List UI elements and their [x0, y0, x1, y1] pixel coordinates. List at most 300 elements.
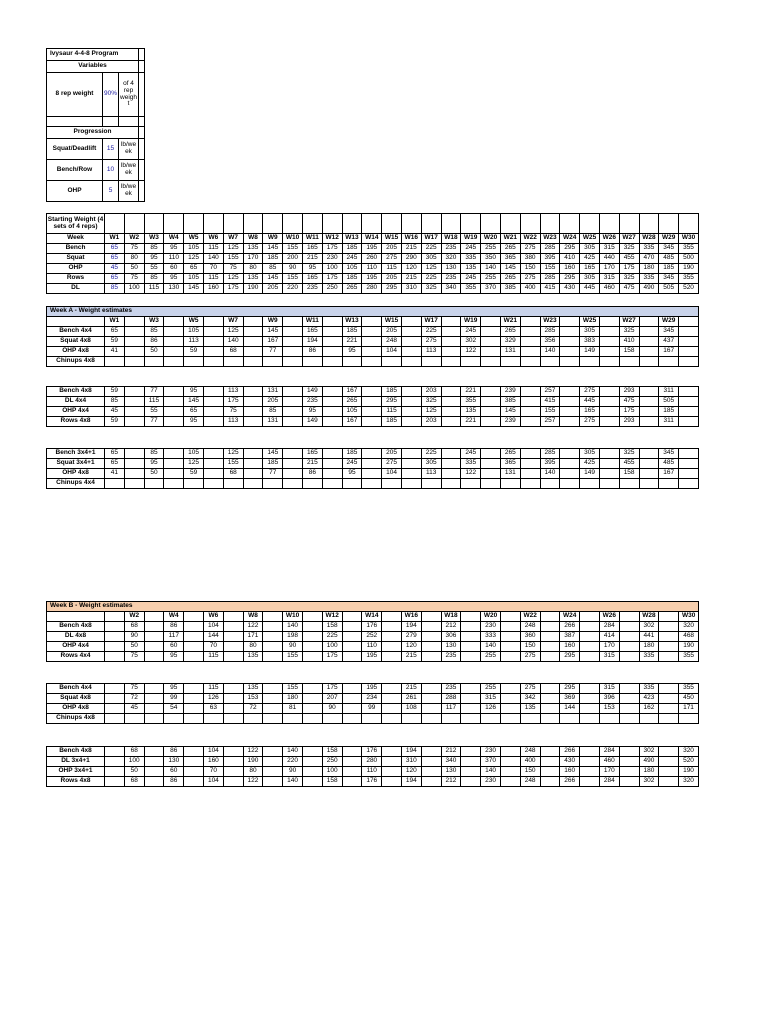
progression-unit: lb/we ek: [119, 139, 139, 160]
weight-cell: [619, 479, 639, 489]
week-header: W18: [441, 612, 461, 622]
starting-weight-cell[interactable]: 65: [105, 244, 125, 254]
weight-cell: 140: [203, 254, 223, 264]
weight-cell: 113: [184, 337, 204, 347]
week-header: W26: [599, 612, 619, 622]
weight-cell: 325: [619, 274, 639, 284]
week-header: W8: [243, 234, 263, 244]
estimate-row: [47, 407, 699, 417]
weight-cell: 155: [223, 254, 243, 264]
weight-cell: 170: [599, 642, 619, 652]
week-header: W12: [322, 234, 342, 244]
weight-cell: 302: [639, 622, 659, 632]
weight-cell: 60: [164, 264, 184, 274]
weight-cell: 99: [164, 694, 184, 704]
weight-cell: 170: [599, 264, 619, 274]
weight-cell: 75: [223, 407, 243, 417]
eight-rep-value[interactable]: 90%: [103, 73, 119, 117]
weight-cell: 293: [619, 387, 639, 397]
week-header: W27: [619, 234, 639, 244]
weight-cell: 284: [599, 622, 619, 632]
weight-cell: 335: [461, 459, 481, 469]
weight-cell: 100: [124, 284, 144, 294]
weight-cell: [184, 479, 204, 489]
weight-cell: 110: [362, 642, 382, 652]
week-b-table-2: [46, 683, 699, 724]
weight-cell: 45: [124, 704, 144, 714]
weight-cell: 350: [481, 254, 501, 264]
weight-cell: 100: [322, 767, 342, 777]
weight-cell: 130: [164, 757, 184, 767]
weight-cell: 302: [639, 747, 659, 757]
weight-cell: 75: [124, 244, 144, 254]
weight-cell: 175: [223, 284, 243, 294]
starting-weight-cell[interactable]: 85: [105, 284, 125, 294]
weight-cell: 110: [362, 767, 382, 777]
weight-cell: 155: [283, 244, 303, 254]
week-b-table-1: [46, 601, 699, 662]
weight-cell: 203: [421, 387, 441, 397]
weight-cell: 265: [500, 449, 520, 459]
week-header: W17: [421, 317, 441, 327]
weight-cell: 185: [342, 274, 362, 284]
weight-cell: 235: [441, 652, 461, 662]
lift-label: DL: [47, 284, 105, 294]
weight-cell: 239: [500, 387, 520, 397]
weight-cell: 468: [679, 632, 699, 642]
weight-cell: 95: [342, 469, 362, 479]
week-header: W5: [184, 317, 204, 327]
weight-cell: 342: [520, 694, 540, 704]
weight-cell: 122: [461, 469, 481, 479]
weight-cell: 170: [243, 254, 263, 264]
weight-cell: 85: [144, 274, 164, 284]
weight-cell: 365: [500, 459, 520, 469]
progression-value[interactable]: 5: [103, 181, 119, 202]
weight-cell: 345: [659, 449, 679, 459]
weight-cell: 175: [223, 397, 243, 407]
weight-cell: 230: [481, 622, 501, 632]
exercise-label: DL 4x8: [47, 632, 105, 642]
weight-cell: 185: [382, 417, 402, 427]
weight-cell: [421, 357, 441, 367]
estimate-row: [47, 337, 699, 347]
weight-cell: 81: [283, 704, 303, 714]
weight-cell: 225: [421, 244, 441, 254]
weight-cell: 125: [184, 459, 204, 469]
exercise-label: OHP 4x4: [47, 407, 105, 417]
weight-cell: 325: [619, 244, 639, 254]
week-header: W22: [520, 612, 540, 622]
weight-cell: 59: [184, 347, 204, 357]
weight-cell: 293: [619, 417, 639, 427]
weight-cell: 325: [619, 327, 639, 337]
weight-cell: 50: [144, 347, 164, 357]
weight-cell: 220: [283, 757, 303, 767]
weight-cell: 284: [599, 747, 619, 757]
weight-cell: 144: [560, 704, 580, 714]
weight-cell: 340: [441, 757, 461, 767]
weight-cell: 41: [105, 347, 125, 357]
weight-cell: [263, 479, 283, 489]
estimate-row: [47, 479, 699, 489]
weight-cell: [144, 357, 164, 367]
weight-cell: 59: [184, 469, 204, 479]
weight-cell: 145: [184, 397, 204, 407]
weight-cell: 167: [342, 417, 362, 427]
estimate-row: [47, 357, 699, 367]
weight-cell: [520, 714, 540, 724]
estimate-row: [47, 397, 699, 407]
weight-cell: 215: [401, 244, 421, 254]
weight-cell: 255: [481, 244, 501, 254]
weight-cell: 280: [362, 284, 382, 294]
weight-cell: 333: [481, 632, 501, 642]
weight-cell: 145: [263, 244, 283, 254]
weight-cell: 126: [481, 704, 501, 714]
weight-cell: 122: [243, 777, 263, 787]
weight-cell: 234: [362, 694, 382, 704]
weight-cell: 131: [263, 387, 283, 397]
weight-cell: 145: [184, 284, 204, 294]
weight-cell: 165: [302, 327, 322, 337]
weight-cell: 104: [382, 469, 402, 479]
weight-cell: 158: [619, 347, 639, 357]
weight-cell: 225: [421, 449, 441, 459]
weight-cell: 288: [441, 694, 461, 704]
weight-cell: 215: [401, 684, 421, 694]
weight-cell: 175: [322, 244, 342, 254]
weight-cell: 245: [461, 327, 481, 337]
weight-cell: 295: [560, 652, 580, 662]
weight-cell: 77: [144, 387, 164, 397]
weight-cell: 306: [441, 632, 461, 642]
progression-row: [47, 181, 145, 202]
week-header: W25: [580, 234, 600, 244]
weight-cell: 131: [500, 347, 520, 357]
weight-cell: 59: [105, 337, 125, 347]
weight-cell: 171: [679, 704, 699, 714]
week-header: W20: [481, 234, 501, 244]
weight-cell: 158: [619, 469, 639, 479]
estimate-row: [47, 632, 699, 642]
weight-cell: 150: [520, 642, 540, 652]
weight-cell: 77: [263, 469, 283, 479]
weight-cell: 167: [659, 469, 679, 479]
weight-cell: 145: [263, 449, 283, 459]
weight-cell: [223, 357, 243, 367]
starting-title-row: [47, 214, 699, 234]
weight-cell: 260: [362, 254, 382, 264]
weight-cell: 155: [223, 459, 243, 469]
weight-cell: 360: [520, 632, 540, 642]
weight-cell: 135: [243, 684, 263, 694]
weight-cell: 310: [401, 284, 421, 294]
week-header: W26: [599, 234, 619, 244]
starting-weight-cell[interactable]: 65: [105, 274, 125, 284]
weight-cell: 158: [322, 777, 342, 787]
weight-cell: 490: [639, 284, 659, 294]
weight-cell: 105: [342, 264, 362, 274]
weight-cell: 65: [105, 459, 125, 469]
weight-cell: 295: [560, 274, 580, 284]
exercise-label: Squat 3x4+1: [47, 459, 105, 469]
starting-weight-cell[interactable]: 45: [105, 264, 125, 274]
progression-unit: lb/we ek: [119, 160, 139, 181]
week-header: W15: [382, 317, 402, 327]
weight-cell: 120: [401, 264, 421, 274]
week-header-label: Week: [47, 234, 105, 244]
weight-cell: [540, 357, 560, 367]
week-header: W23: [540, 317, 560, 327]
weight-cell: 155: [540, 407, 560, 417]
weight-cell: 261: [401, 694, 421, 704]
weight-cell: 490: [639, 757, 659, 767]
weight-cell: 385: [500, 397, 520, 407]
weight-cell: 255: [481, 684, 501, 694]
weight-cell: 203: [421, 417, 441, 427]
weight-cell: [659, 357, 679, 367]
weight-cell: 110: [362, 264, 382, 274]
week-header: W19: [461, 234, 481, 244]
week-header: W18: [441, 234, 461, 244]
weight-cell: 385: [500, 284, 520, 294]
weight-cell: 85: [263, 407, 283, 417]
weight-cell: 445: [580, 284, 600, 294]
week-header: W8: [243, 612, 263, 622]
weight-cell: [599, 714, 619, 724]
week-header: W29: [659, 234, 679, 244]
week-header: W9: [263, 317, 283, 327]
weight-cell: [421, 479, 441, 489]
weight-cell: 425: [580, 459, 600, 469]
weight-cell: 110: [164, 254, 184, 264]
weight-cell: 95: [302, 407, 322, 417]
weight-cell: 167: [263, 337, 283, 347]
weight-cell: 60: [164, 642, 184, 652]
weight-cell: 450: [679, 694, 699, 704]
weight-cell: 70: [203, 264, 223, 274]
weight-cell: 265: [500, 327, 520, 337]
weight-cell: 130: [441, 767, 461, 777]
weight-cell: 65: [184, 264, 204, 274]
weight-cell: 86: [302, 469, 322, 479]
weight-cell: 305: [580, 327, 600, 337]
weight-cell: 140: [283, 622, 303, 632]
weight-cell: 387: [560, 632, 580, 642]
weight-cell: 295: [560, 684, 580, 694]
weight-cell: 485: [659, 254, 679, 264]
weight-cell: 205: [263, 284, 283, 294]
weight-cell: 135: [520, 704, 540, 714]
weight-cell: 295: [382, 397, 402, 407]
weight-cell: 50: [124, 642, 144, 652]
weight-cell: 185: [382, 387, 402, 397]
estimate-row: [47, 704, 699, 714]
week-header: W30: [679, 612, 699, 622]
week-header: W2: [124, 612, 144, 622]
weight-cell: 315: [599, 652, 619, 662]
weight-cell: 117: [164, 632, 184, 642]
weight-cell: [401, 714, 421, 724]
weight-cell: 248: [520, 747, 540, 757]
weight-cell: 325: [421, 284, 441, 294]
weight-cell: [124, 714, 144, 724]
exercise-label: OHP 3x4+1: [47, 767, 105, 777]
weight-cell: 104: [382, 347, 402, 357]
weight-cell: 400: [520, 757, 540, 767]
exercise-label: Bench 4x4: [47, 684, 105, 694]
weight-cell: 235: [302, 284, 322, 294]
weight-cell: 345: [659, 327, 679, 337]
estimate-row: [47, 327, 699, 337]
weight-cell: 345: [659, 244, 679, 254]
weight-cell: 280: [362, 757, 382, 767]
weight-cell: 245: [461, 449, 481, 459]
weight-cell: 285: [540, 449, 560, 459]
weight-cell: 212: [441, 747, 461, 757]
weight-cell: 85: [144, 244, 164, 254]
weight-cell: 415: [540, 397, 560, 407]
weight-cell: 370: [481, 757, 501, 767]
weight-cell: 194: [401, 777, 421, 787]
progression-value[interactable]: 10: [103, 160, 119, 181]
weight-cell: 230: [481, 747, 501, 757]
weight-cell: 194: [401, 622, 421, 632]
progression-value[interactable]: 15: [103, 139, 119, 160]
weight-cell: [302, 479, 322, 489]
weight-cell: 470: [639, 254, 659, 264]
weight-cell: 105: [184, 449, 204, 459]
weight-cell: 77: [263, 347, 283, 357]
weight-cell: 75: [124, 684, 144, 694]
weight-cell: 245: [461, 274, 481, 284]
week-header: W5: [184, 234, 204, 244]
weight-cell: 95: [164, 274, 184, 284]
weight-cell: 230: [481, 777, 501, 787]
week-header: W16: [401, 612, 421, 622]
weight-cell: 155: [540, 264, 560, 274]
week-header: W16: [401, 234, 421, 244]
week-header-row: [47, 234, 699, 244]
weight-cell: 335: [461, 254, 481, 264]
weight-cell: 160: [560, 264, 580, 274]
lift-label: Bench: [47, 244, 105, 254]
weight-cell: 125: [223, 327, 243, 337]
weight-cell: 153: [243, 694, 263, 704]
weight-cell: 130: [164, 284, 184, 294]
weight-cell: 125: [421, 407, 441, 417]
weight-cell: [382, 479, 402, 489]
weight-cell: 113: [421, 469, 441, 479]
weight-cell: 105: [184, 244, 204, 254]
weight-cell: 126: [203, 694, 223, 704]
weight-cell: 59: [105, 417, 125, 427]
weight-cell: 90: [283, 642, 303, 652]
weight-cell: 120: [401, 767, 421, 777]
exercise-label: DL 4x4: [47, 397, 105, 407]
weight-cell: [342, 479, 362, 489]
weight-cell: 165: [302, 449, 322, 459]
progression-row: [47, 139, 145, 160]
weight-cell: 305: [580, 244, 600, 254]
week-header: W2: [124, 234, 144, 244]
weight-cell: 145: [263, 274, 283, 284]
weight-cell: 175: [619, 264, 639, 274]
week-header: W4: [164, 612, 184, 622]
week-header: W14: [362, 612, 382, 622]
exercise-label: Bench 4x8: [47, 622, 105, 632]
weight-cell: 149: [302, 417, 322, 427]
weight-cell: [461, 357, 481, 367]
starting-weight-cell[interactable]: 65: [105, 254, 125, 264]
weight-cell: 100: [322, 642, 342, 652]
weight-cell: 135: [461, 264, 481, 274]
weight-cell: 475: [619, 397, 639, 407]
weight-cell: [382, 357, 402, 367]
weight-cell: 396: [599, 694, 619, 704]
exercise-label: OHP 4x8: [47, 704, 105, 714]
weight-cell: [342, 357, 362, 367]
weight-cell: 310: [401, 757, 421, 767]
exercise-label: Rows 4x4: [47, 652, 105, 662]
week-header: W3: [144, 317, 164, 327]
weight-cell: 125: [223, 274, 243, 284]
exercise-label: OHP 4x8: [47, 347, 105, 357]
exercise-label: OHP 4x8: [47, 469, 105, 479]
weight-cell: 257: [540, 387, 560, 397]
weight-cell: 167: [342, 387, 362, 397]
weight-cell: [619, 357, 639, 367]
weight-cell: 54: [164, 704, 184, 714]
weight-cell: 265: [500, 274, 520, 284]
weight-cell: 80: [243, 264, 263, 274]
weight-cell: 150: [520, 767, 540, 777]
week-header: W19: [461, 317, 481, 327]
weight-cell: 131: [500, 469, 520, 479]
weight-cell: 140: [223, 337, 243, 347]
weight-cell: 70: [203, 642, 223, 652]
exercise-label: Bench 4x8: [47, 387, 105, 397]
weight-cell: 335: [639, 244, 659, 254]
weight-cell: 95: [164, 244, 184, 254]
exercise-label: Squat 4x8: [47, 694, 105, 704]
exercise-label: Bench 4x4: [47, 327, 105, 337]
weight-cell: 185: [659, 264, 679, 274]
section-title-row: [47, 602, 699, 612]
section-title: Week B - Weight estimates: [47, 602, 699, 612]
weight-cell: 221: [461, 387, 481, 397]
week-header: W20: [481, 612, 501, 622]
estimate-row: [47, 747, 699, 757]
weight-cell: 115: [144, 284, 164, 294]
weight-cell: 265: [500, 244, 520, 254]
estimate-row: [47, 449, 699, 459]
weight-cell: 180: [283, 694, 303, 704]
weight-cell: 505: [659, 397, 679, 407]
week-header-row: [47, 612, 699, 622]
weight-cell: 140: [481, 264, 501, 274]
weight-cell: 410: [619, 337, 639, 347]
weight-cell: 335: [639, 652, 659, 662]
weight-cell: 41: [105, 469, 125, 479]
weight-cell: 115: [203, 684, 223, 694]
weight-cell: [679, 714, 699, 724]
weight-cell: 275: [382, 254, 402, 264]
week-a-table-3: [46, 448, 699, 489]
weight-cell: 355: [679, 684, 699, 694]
exercise-label: OHP 4x4: [47, 642, 105, 652]
